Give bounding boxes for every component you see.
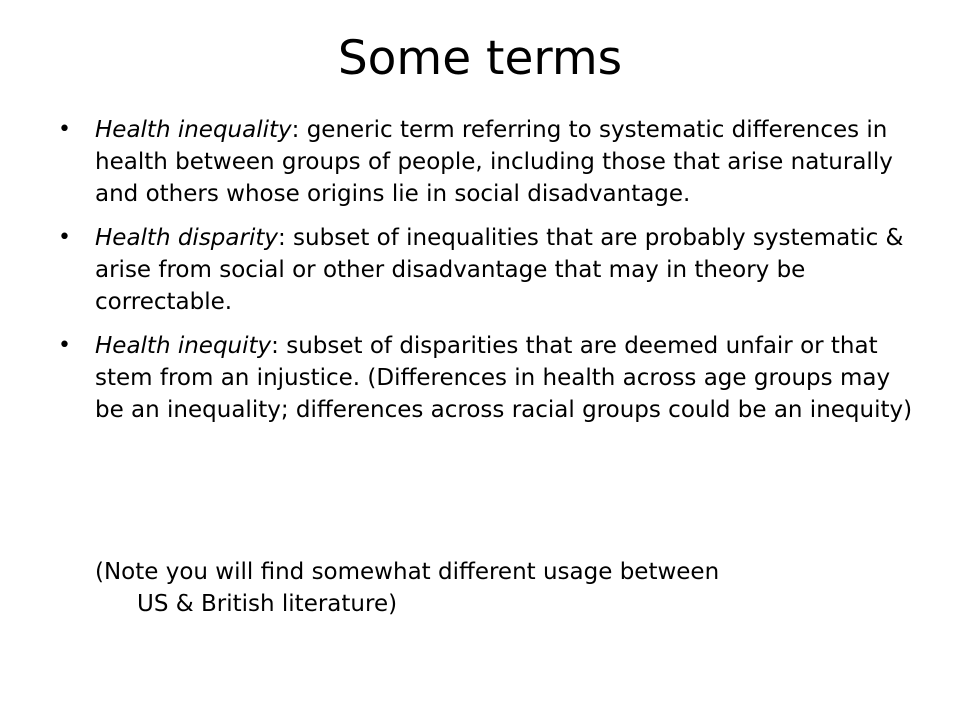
bullet-health-disparity [58,222,918,318]
usage-note-line2: US & British literature) [137,591,398,617]
bullet-list [58,114,918,438]
bullet-dot-icon: • [58,117,71,142]
bullet-dot-icon: • [58,225,71,250]
usage-note-line1: (Note you will find somewhat different usage between [95,559,720,585]
bullet-separator: : [271,333,279,359]
bullet-text: subset of disparities that are deemed unfair or that stem from an injustice. (Differences in health across age groups may be an inequality; differences across racial groups could be an inequity) [95,333,913,423]
bullet-separator: : [291,117,300,143]
bullet-separator: : [277,225,286,251]
slide-title: Some terms [337,31,623,86]
bullet-health-inequity [58,330,918,426]
bullet-health-inequality [58,114,918,210]
usage-note [95,556,895,620]
bullet-text: subset of inequalities that are probably systematic & arise from social or other disadvantage that may in theory be correctable. [95,225,904,315]
bullet-text: generic term referring to systematic differences in health between groups of people, including those that arise naturally and others whose origins lie in social disadvantage. [95,117,893,207]
bullet-term: Health inequity [95,333,272,359]
bullet-term: Health disparity [95,225,278,251]
bullet-term: Health inequality [95,117,292,143]
bullet-dot-icon: • [58,333,71,358]
